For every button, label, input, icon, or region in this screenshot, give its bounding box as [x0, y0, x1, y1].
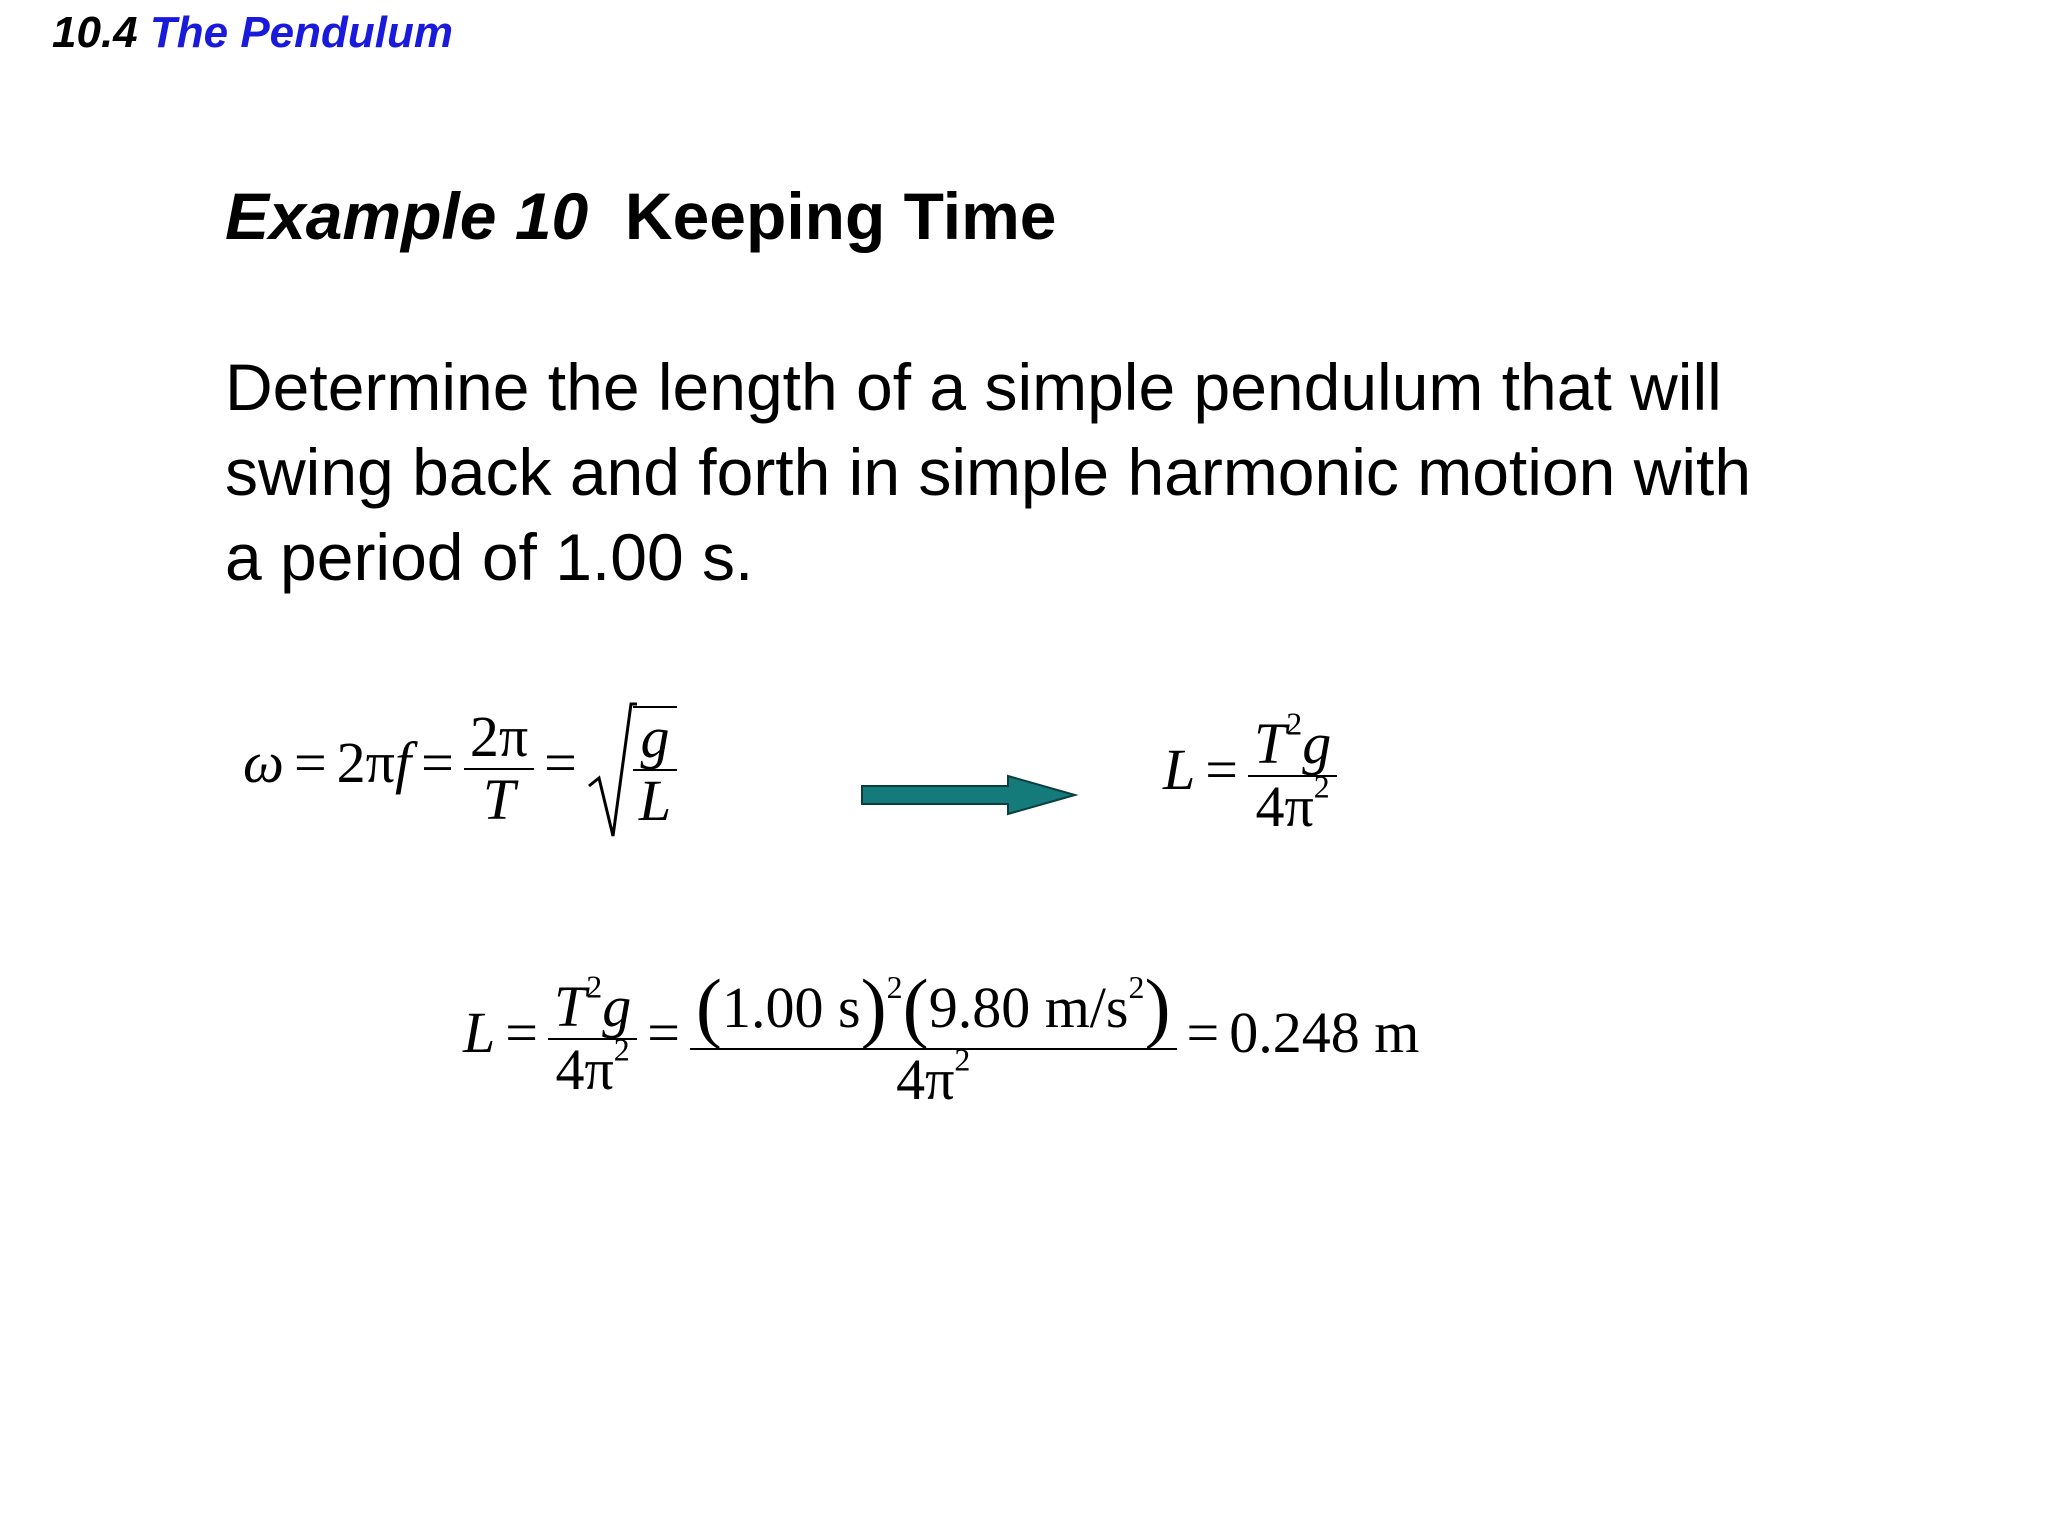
substituted-fraction: $\frac{(1.00 s)^2(9.80 m/s^2)}{4\pi^2}$ — [690, 966, 1177, 1111]
example-name: Keeping Time — [624, 179, 1057, 253]
angular-frequency-equation: ω = 2πf = $\frac{2\pi}{T}$ = $\frac{g}{L}$ — [243, 706, 677, 832]
radical-sign — [587, 698, 637, 848]
gravity-value: 9.80 m/s — [928, 974, 1129, 1040]
length-formula: L = $\frac{T^2g}{4\pi^2}$ — [1163, 714, 1337, 838]
period-value: 1.00 s — [722, 974, 861, 1040]
length-fraction: $\frac{T^2g}{4\pi^2}$ — [1248, 714, 1337, 838]
length-symbol: L — [463, 999, 496, 1065]
section-number: 10.4 — [52, 8, 138, 57]
problem-line: swing back and forth in simple harmonic motion with — [225, 435, 1752, 509]
length-symbol: L — [1163, 737, 1196, 803]
example-label: Example 10 — [225, 179, 589, 253]
problem-line: a period of 1.00 s. — [225, 520, 754, 594]
two-pi: 2π — [336, 730, 395, 796]
problem-line: Determine the length of a simple pendulum that will — [225, 350, 1722, 424]
length-calculation: L = $\frac{T^2g}{4\pi^2}$ = $\frac{(1.00 s)^2(9.80 m/s^2)}{4\pi^2}$ = 0.248 m — [463, 963, 1420, 1113]
result-value: 0.248 m — [1229, 999, 1420, 1065]
slide-header — [52, 8, 453, 58]
sqrt-g-over-L: $\frac{g}{L}$ — [587, 706, 677, 832]
slide-title — [225, 178, 1056, 254]
problem-statement — [225, 345, 1925, 600]
section-topic: The Pendulum — [149, 8, 453, 57]
length-fraction: $\frac{T^2g}{4\pi^2}$ — [548, 977, 637, 1101]
implies-arrow — [860, 774, 1080, 816]
frequency-symbol: f — [394, 730, 412, 796]
two-pi-over-T: $\frac{2\pi}{T}$ — [464, 707, 534, 831]
omega-symbol: ω — [243, 730, 284, 796]
